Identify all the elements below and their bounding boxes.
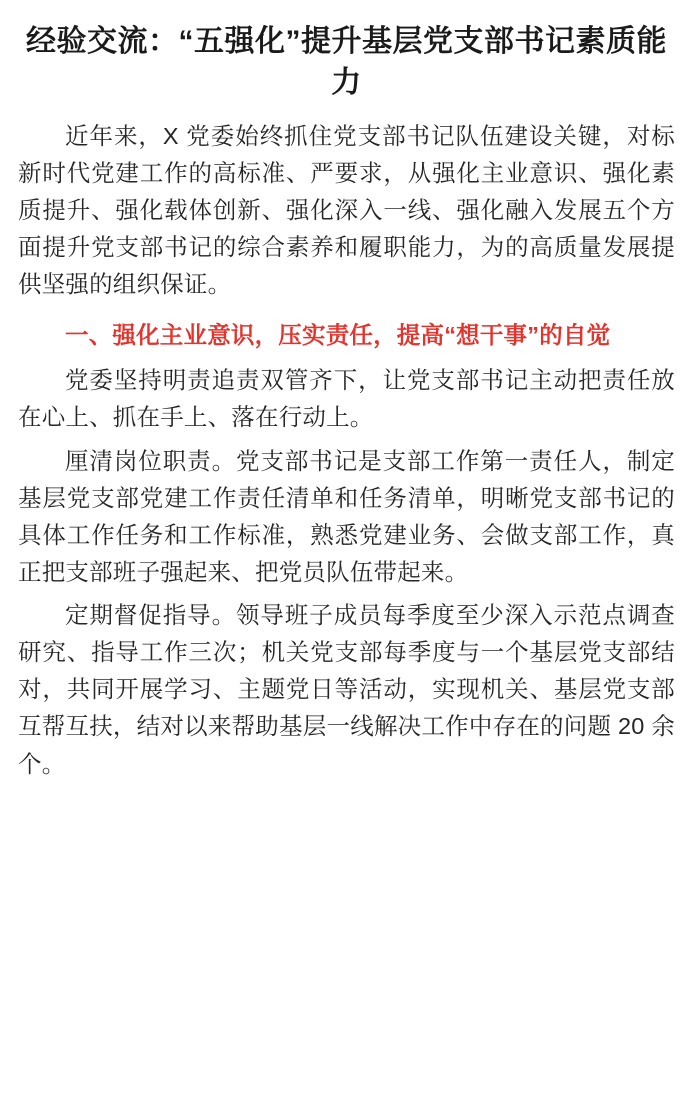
paragraph-supervision: 定期督促指导。领导班子成员每季度至少深入示范点调查研究、指导工作三次；机关党支部每季度与一个基层党支部结对，共同开展学习、主题党日等活动，实现机关、基层党支部互帮互扶，结对以来帮助基层一线解决工作中存在的问题 20 余个。 (18, 602, 675, 777)
paragraph-intro: 近年来，X 党委始终抓住党支部书记队伍建设关键，对标新时代党建工作的高标准、严要求，从强化主业意识、强化素质提升、强化载体创新、强化深入一线、强化融入发展五个方面提升党支部书记的综合素养和履职能力，为的高质量发展提供坚强的组织保证。 (18, 122, 675, 298)
section-heading-one: 一、强化主业意识，压实责任，提高“想干事”的自觉 (65, 322, 611, 349)
paragraph-duties: 厘清岗位职责。党支部书记是支部工作第一责任人，制定基层党支部党建工作责任清单和任务清单，明晰党支部书记的具体工作任务和工作标准，熟悉党建业务、会做支部工作，真正把支部班子强起来、把党员队伍带起来。 (18, 447, 675, 585)
page-title: 经验交流：“五强化”提升基层党支部书记素质能力 (26, 25, 667, 99)
document-body (18, 118, 675, 783)
paragraph-section1-lead: 党委坚持明责追责双管齐下，让党支部书记主动把责任放在心上、抓在手上、落在行动上。 (18, 367, 675, 431)
